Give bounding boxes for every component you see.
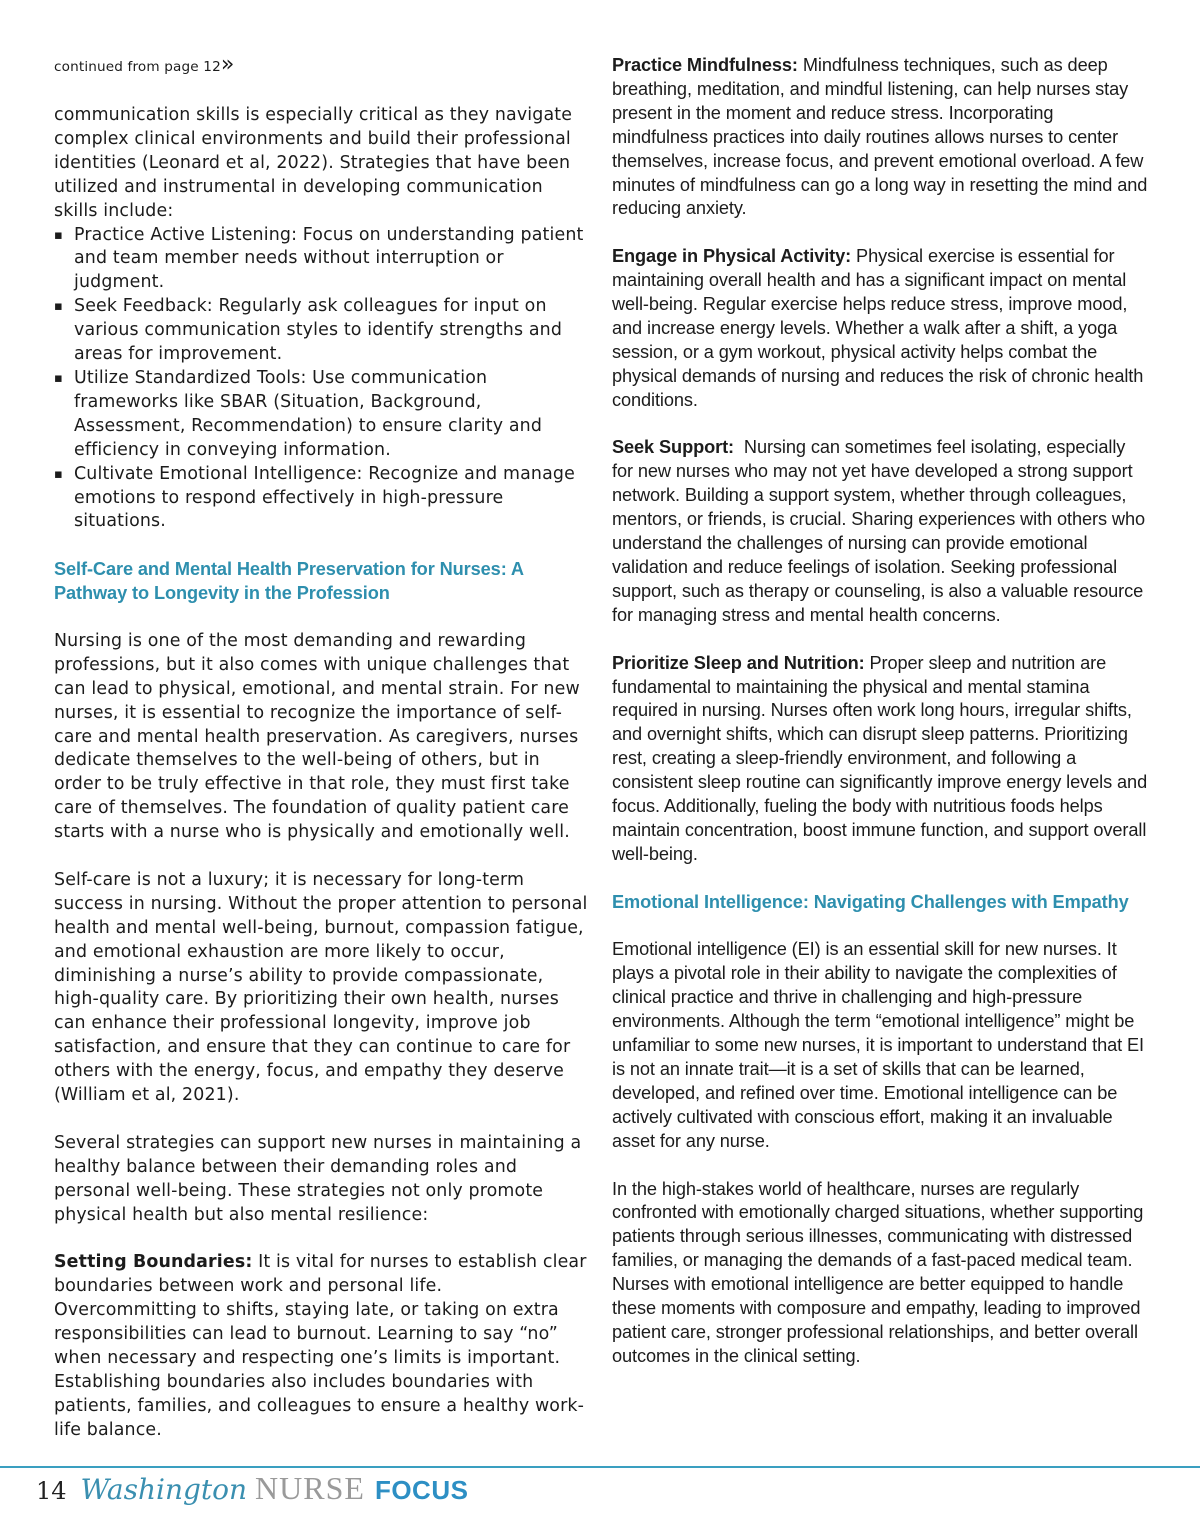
right-column (612, 54, 1150, 1393)
list-item: ▪ Utilize Standardized Tools: Use communication frameworks like SBAR (Situation, Background, Assessment, Recommendation) to ensure clarity and efficiency in conveying information. (54, 367, 590, 463)
support-label: Seek Support: (612, 437, 734, 458)
mindfulness-text: Mindfulness techniques, such as deep breathing, meditation, and mindful listening, can help nurses stay present in the moment and reduce stress. Incorporating mindfulness practices into daily routines allows nurses to center themselves, increase focus, and prevent emotional overload. A few minutes of mindfulness can go a long way in resetting the mind and reducing anxiety. (612, 55, 1148, 219)
list-item: ▪ Cultivate Emotional Intelligence: Recognize and manage emotions to respond effectively in high-pressure situations. (54, 463, 590, 535)
body-paragraph: In the high-stakes world of healthcare, nurses are regularly confronted with emotionally charged situations, whether supporting patients through serious illnesses, communicating with distressed families, or managing the demands of a fast-paced medical team. Nurses with emotional intelligence are better equipped to handle these moments with composure and empathy, leading to improved patient care, stronger professional relationships, and better overall outcomes in the clinical setting. (612, 1178, 1144, 1366)
support-paragraph (612, 436, 1150, 627)
brand-nurse: NURSE (255, 1470, 365, 1506)
body-paragraph: Self-care is not a luxury; it is necessary for long-term success in nursing. Without the proper attention to personal health and mental well-being, burnout, compassion fatigue, and emotional exhaustion are more likely to occur, diminishing a nurse’s ability to provide compassionate, high-quality care. By prioritizing their own health, nurses can enhance their professional longevity, improve job satisfaction, and ensure that they can continue to care for others with the energy, focus, and empathy they deserve (William et al, 2021). (54, 869, 588, 1106)
boundaries-paragraph (54, 1251, 590, 1442)
support-text: Nursing can sometimes feel isolating, especially for new nurses who may not yet have developed a strong support network. Building a support system, whether through colleagues, mentors, or friends, is crucial. Sharing experiences with others who understand the challenges of nursing can provide emotional validation and reduce feelings of isolation. Seeking professional support, such as therapy or counseling, is also a valuable resource for managing stress and mental health concerns. (612, 437, 1150, 625)
intro-paragraph: communication skills is especially critical as they navigate complex clinical environments and build their professional identities (Leonard et al, 2022). Strategies that have been utilized and instrumental in developing communication skills include: (54, 105, 573, 221)
mindfulness-label: Practice Mindfulness: (612, 55, 798, 75)
brand-script-washington: Washington (80, 1473, 248, 1506)
left-column (54, 54, 590, 1467)
section-heading-self-care: Self-Care and Mental Health Preservation for Nurses: A Pathway to Longevity in the Profession (54, 559, 524, 604)
body-paragraph: Several strategies can support new nurses in maintaining a healthy balance between their demanding roles and personal well-being. These strategies not only promote physical health but also mental resilience: (54, 1132, 582, 1225)
body-paragraph: Emotional intelligence (EI) is an essential skill for new nurses. It plays a pivotal role in their ability to navigate the complexities of clinical practice and thrive in challenging and high-pressure environments. Although the term “emotional intelligence” might be unfamiliar to some new nurses, it is important to understand that EI is not an innate trait—it is a set of skills that can be learned, developed, and refined over time. Emotional intelligence can be actively cultivated with conscious effort, making it an invaluable asset for any nurse. (612, 939, 1145, 1151)
mindfulness-paragraph (612, 54, 1150, 221)
activity-text: Physical exercise is essential for maintaining overall health and has a significant impact on mental well-being. Regular exercise helps reduce stress, improve mood, and increase energy levels. Whether a walk after a shift, a yoga session, or a gym workout, physical activity helps combat the physical demands of nursing and reduces the risk of chronic health conditions. (612, 246, 1144, 410)
activity-paragraph (612, 245, 1150, 412)
double-chevron-icon: » (220, 52, 235, 77)
brand-focus: FOCUS (374, 1475, 469, 1505)
sleep-text: Proper sleep and nutrition are fundamental to maintaining the physical and mental stamina required in nursing. Nurses often work long hours, irregular shifts, and overnight shifts, which can disrupt sleep patterns. Prioritizing rest, creating a sleep-friendly environment, and following a consistent sleep routine can significantly improve energy levels and focus. Additionally, fueling the body with nutritious foods helps maintain concentration, boost immune function, and support overall well-being. (612, 652, 1148, 864)
footer-rule (0, 1466, 1200, 1468)
strategy-list (54, 224, 590, 535)
continued-text: continued from page 12 (54, 59, 221, 75)
boundaries-label: Setting Boundaries: (54, 1252, 253, 1273)
section-heading-emotional-intelligence: Emotional Intelligence: Navigating Challenges with Empathy (612, 891, 1129, 912)
page-number: 14 (36, 1477, 67, 1505)
body-paragraph: Nursing is one of the most demanding and rewarding professions, but it also comes with unique challenges that can lead to physical, emotional, and mental strain. For new nurses, it is essential to recognize the importance of self-care and mental health preservation. As caregivers, nurses dedicate themselves to the well-being of others, but in order to be truly effective in that role, they must first take care of themselves. The foundation of quality patient care starts with a nurse who is physically and emotionally well. (54, 630, 580, 843)
activity-label: Engage in Physical Activity: (612, 246, 852, 267)
sleep-paragraph (612, 652, 1150, 867)
continued-note (54, 54, 590, 78)
boundaries-text: It is vital for nurses to establish clear boundaries between work and personal life. Overcommitting to shifts, staying late, or taking on extra responsibilities can lead to burnout. Learning to say “no” when necessary and respecting one’s limits is important. Establishing boundaries also includes boundaries with patients, families, and colleagues to ensure a healthy work-life balance. (54, 1252, 587, 1440)
list-item: ▪ Seek Feedback: Regularly ask colleagues for input on various communication styles to identify strengths and areas for improvement. (54, 295, 590, 367)
sleep-label: Prioritize Sleep and Nutrition: (612, 652, 865, 673)
list-item: ▪ Practice Active Listening: Focus on understanding patient and team member needs without interruption or judgment. (54, 224, 590, 296)
page-footer (36, 1470, 468, 1518)
